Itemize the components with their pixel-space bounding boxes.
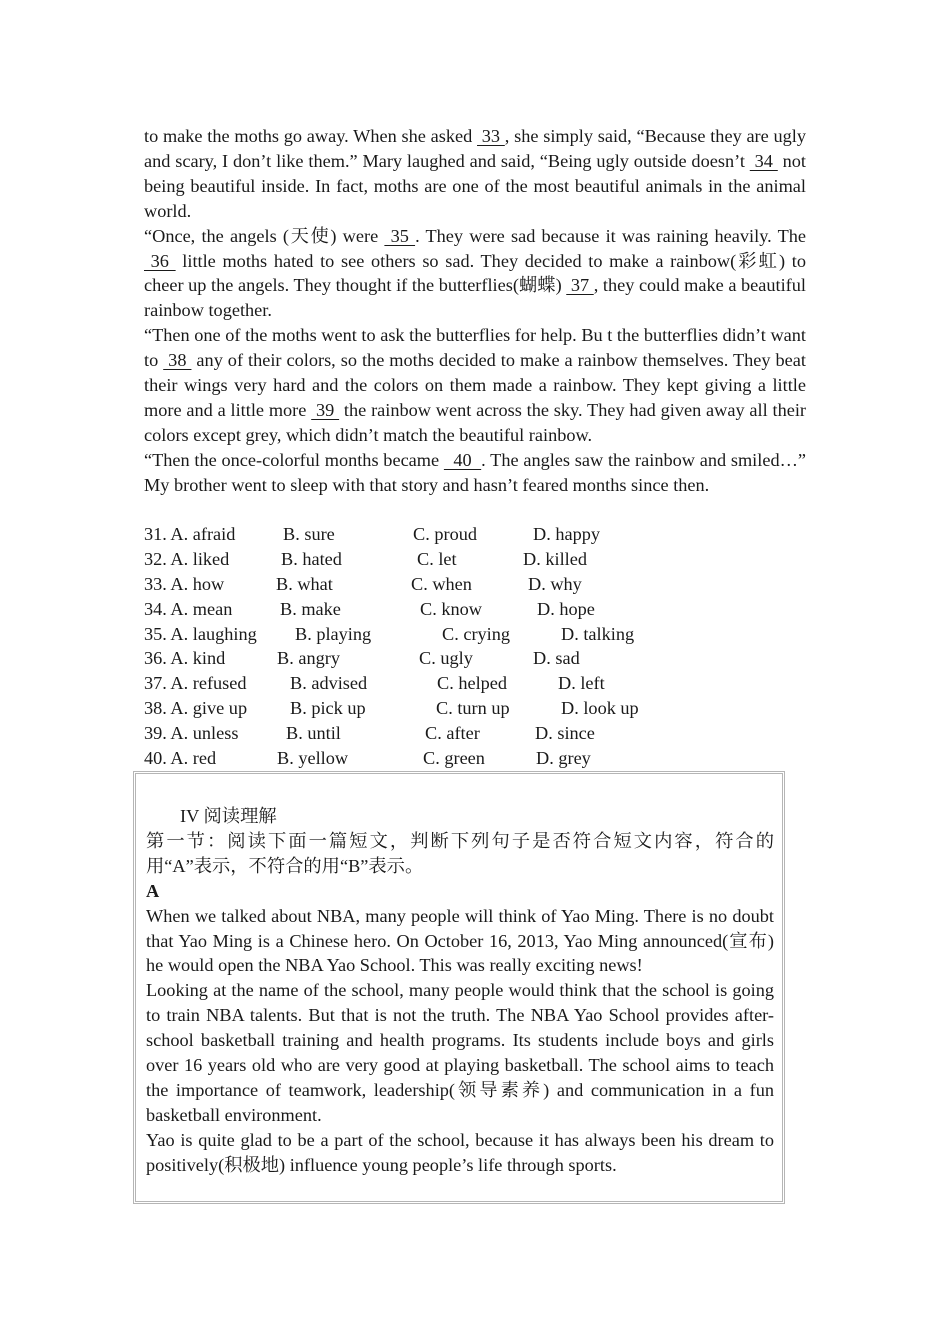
option-d: D. sad [533,648,580,669]
text: the rainbow went across the sky. They had given away all their colors except grey, which didn’t match the beautiful rainbow. [144,399,806,445]
blank-33: 33 [477,126,505,146]
option-a: 40. A. red [144,748,217,769]
option-a: 39. A. unless [144,723,239,744]
blank-36: 36 [144,250,176,271]
option-d: D. happy [533,524,601,544]
text: . The angles saw the rainbow and smiled…” My brother went to sleep with that story and hasn’t feared months since then. [144,449,806,495]
option-row [144,646,806,671]
cloze-paragraph-3 [144,323,806,448]
option-c: C. when [411,573,472,594]
text: “Then one of the moths went to ask the butterflies for help. Bu t the butterflies didn’t want to [144,325,806,371]
option-b: B. sure [283,524,335,544]
option-c: C. green [423,748,485,769]
option-a: 38. A. give up [144,698,248,719]
option-d: D. look up [561,698,639,719]
blank-35: 35 [384,225,416,246]
option-d: D. why [528,573,582,594]
option-row [144,671,806,696]
option-b: B. angry [277,648,340,669]
option-b: B. pick up [290,698,366,719]
reading-paragraph-2: Looking at the name of the school, many people would think that the school is going to train NBA talents. But that is not the truth. The NBA Yao School provides after-school basketball training and health programs. Its students include boys and girls over 16 years old who are very good at playing basketball. The school aims to teach the importance of teamwork, leadership(领导素养) and communication in a fun basketball environment. [146,980,774,1125]
option-a: 34. A. mean [144,598,233,619]
option-row [144,696,806,721]
text: to make the moths go away. When she asked [144,126,478,146]
answer-options [144,522,806,771]
option-row [144,572,806,597]
blank-39: 39 [311,399,340,420]
option-b: B. hated [281,548,342,569]
option-b: B. advised [290,673,368,694]
option-d: D. grey [536,748,591,769]
reading-paragraph-1: When we talked about NBA, many people will think of Yao Ming. There is no doubt that Yao Ming is a Chinese hero. On October 16, 2013, Yao Ming announced(宣布) he would open the NBA Yao School. This was really exciting news! [146,905,774,976]
option-c: C. let [417,548,457,569]
text: , she simply said, “Because they are ugly and scary, I don’t like them.” Mary laughed and said, “Being ugly outside doesn’t [144,126,806,171]
option-a: 37. A. refused [144,673,247,694]
option-row [144,547,806,572]
option-d: D. since [535,723,595,744]
text: . They were sad because it was raining heavily. The [415,225,806,246]
option-d: D. left [558,673,605,694]
option-c: C. proud [413,524,477,544]
option-row [144,746,806,771]
text: not being beautiful inside. In fact, moths are one of the most beautiful animals in the animal world. [144,150,806,221]
option-c: C. know [420,598,482,619]
option-c: C. helped [437,673,508,694]
option-c: C. after [425,723,480,744]
option-c: C. crying [442,623,511,644]
option-a: 36. A. kind [144,648,226,669]
reading-comprehension-box [133,771,785,1204]
option-a: 33. A. how [144,573,225,594]
blank-37: 37 [566,275,594,296]
option-d: D. killed [523,548,587,569]
text: “Once, the angels (天使) were [144,225,385,246]
blank-40: 40 [443,449,482,470]
text: any of their colors, so the moths decided to make a rainbow themselves. They beat their wings very hard and the colors on them made a rainbow. They kept giving a little more and a little more [144,350,806,420]
option-a: 31. A. afraid [144,524,236,544]
passage-label: A [146,880,160,901]
cloze-passage [144,124,806,498]
reading-paragraph-3: Yao is quite glad to be a part of the school, because it has always been his dream to positively(积极地) influence young people’s life through sports. [146,1129,774,1175]
option-b: B. make [280,598,341,619]
option-c: C. turn up [436,698,510,719]
option-a: 35. A. laughing [144,623,257,644]
blank-38: 38 [163,350,192,371]
text: “Then the once-colorful months became [144,449,444,470]
section-instruction: 第一节：阅读下面一篇短文，判断下列句子是否符合短文内容，符合的用“A”表示，不符合的用“B”表示。 [146,830,774,876]
text: , they could make a beautiful rainbow together. [144,275,806,321]
option-b: B. playing [295,623,372,644]
section-title: IV 阅读理解 [180,806,277,826]
option-d: D. hope [537,598,595,619]
cloze-paragraph-1 [144,124,806,224]
option-d: D. talking [561,623,635,644]
option-row [144,597,806,622]
cloze-paragraph-4 [144,448,806,498]
option-b: B. what [276,573,333,594]
reading-content [146,804,774,1178]
option-row [144,522,806,547]
option-a: 32. A. liked [144,548,230,569]
blank-34: 34 [749,150,778,171]
option-b: B. yellow [277,748,349,769]
option-row [144,721,806,746]
option-row [144,622,806,647]
text: little moths hated to see others so sad. They decided to make a rainbow(彩虹) to cheer up the angels. They thought if the butterflies(蝴蝶) [144,250,806,296]
option-c: C. ugly [419,648,473,669]
cloze-paragraph-2 [144,224,806,324]
option-b: B. until [286,723,341,744]
